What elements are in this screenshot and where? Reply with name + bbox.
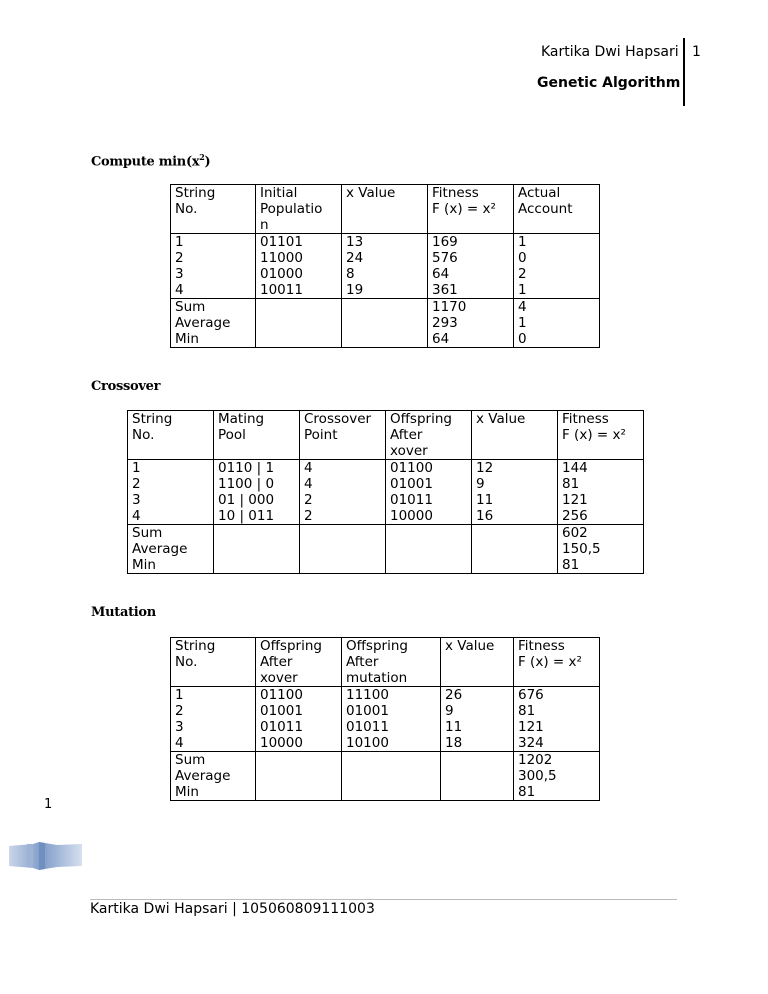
table-cell: 12 9 11 16: [472, 460, 558, 525]
header-line: Account: [518, 201, 573, 217]
table-cell: [256, 299, 342, 348]
section-heading-crossover: Crossover: [91, 379, 161, 394]
table-cell: 0110 | 1 1100 | 0 01 | 000 10 | 011: [214, 460, 300, 525]
table-cell: 01100 01001 01011 10000: [386, 460, 472, 525]
table-cell: 676 81 121 324: [514, 687, 600, 752]
header-title: Genetic Algorithm: [537, 75, 681, 91]
header-line: mutation: [346, 670, 408, 686]
header-line: After: [260, 654, 293, 670]
header-line: No.: [132, 427, 155, 443]
table-cell: 4 4 2 2: [300, 460, 386, 525]
table-cell: 1 0 2 1: [514, 234, 600, 299]
table-header-row: [128, 411, 644, 460]
summary-row: [128, 525, 644, 574]
header-line: Populatio: [260, 201, 323, 217]
table-header-cell: [171, 185, 256, 234]
table-header-cell: [514, 638, 600, 687]
table-header-cell: [428, 185, 514, 234]
table-cell: [342, 752, 441, 801]
table-cell: 169 576 64 361: [428, 234, 514, 299]
mutation-table: [170, 637, 600, 801]
table-cell: 1 2 3 4: [128, 460, 214, 525]
table-header-cell: [472, 411, 558, 460]
section-heading-compute: [91, 152, 210, 169]
table-header-cell: [386, 411, 472, 460]
header-divider: [683, 38, 685, 106]
table-cell: 1202 300,5 81: [514, 752, 600, 801]
table-header-cell: [214, 411, 300, 460]
header-line: x Value: [346, 185, 396, 201]
header-line: String: [175, 638, 216, 654]
footer-text: Kartika Dwi Hapsari | 105060809111003: [90, 901, 375, 917]
table-cell: 602 150,5 81: [558, 525, 644, 574]
compute-table: [170, 184, 600, 348]
summary-row: [171, 299, 600, 348]
heading-text: Compute min(x: [91, 154, 200, 170]
section-heading-mutation: Mutation: [91, 605, 156, 620]
ribbon-logo-icon: [9, 842, 82, 870]
table-row: [171, 234, 600, 299]
table-header-row: [171, 185, 600, 234]
table-header-cell: [171, 638, 256, 687]
table-cell: [441, 752, 514, 801]
table-cell: Sum Average Min: [128, 525, 214, 574]
header-line: String: [132, 411, 173, 427]
table-cell: 1 2 3 4: [171, 234, 256, 299]
table-cell: 26 9 11 18: [441, 687, 514, 752]
crossover-table: [127, 410, 644, 574]
header-line: Crossover: [304, 411, 372, 427]
table-cell: 4 1 0: [514, 299, 600, 348]
header-line: After: [346, 654, 379, 670]
table-cell: [256, 752, 342, 801]
table-header-cell: [342, 185, 428, 234]
table-cell: Sum Average Min: [171, 752, 256, 801]
margin-page-number: 1: [44, 797, 53, 812]
table-cell: [386, 525, 472, 574]
table-row: [171, 687, 600, 752]
header-line: x Value: [445, 638, 495, 654]
table-cell: 13 24 8 19: [342, 234, 428, 299]
table-header-cell: [441, 638, 514, 687]
table-cell: [214, 525, 300, 574]
table-cell: [300, 525, 386, 574]
header-line: Pool: [218, 427, 246, 443]
header-line: F (x) = x²: [518, 654, 582, 670]
table-header-cell: [256, 185, 342, 234]
footer-divider: [90, 899, 677, 900]
header-line: F (x) = x²: [562, 427, 626, 443]
table-header-cell: [128, 411, 214, 460]
table-header-row: [171, 638, 600, 687]
header-line: Point: [304, 427, 338, 443]
table-cell: 01101 11000 01000 10011: [256, 234, 342, 299]
table-cell: 144 81 121 256: [558, 460, 644, 525]
header-line: Offspring: [346, 638, 408, 654]
header-author: Kartika Dwi Hapsari: [541, 44, 679, 60]
header-line: n: [260, 217, 269, 233]
header-line: Mating: [218, 411, 265, 427]
header-line: String: [175, 185, 216, 201]
table-cell: Sum Average Min: [171, 299, 256, 348]
table-cell: 1 2 3 4: [171, 687, 256, 752]
header-line: No.: [175, 654, 198, 670]
header-line: F (x) = x²: [432, 201, 496, 217]
heading-close: ): [204, 154, 211, 170]
table-header-cell: [342, 638, 441, 687]
header-line: Fitness: [518, 638, 565, 654]
table-cell: 11100 01001 01011 10100: [342, 687, 441, 752]
header-line: xover: [390, 443, 428, 459]
table-cell: 01100 01001 01011 10000: [256, 687, 342, 752]
header-line: xover: [260, 670, 298, 686]
header-line: Offspring: [390, 411, 452, 427]
header-line: Fitness: [562, 411, 609, 427]
table-row: [128, 460, 644, 525]
header-line: Initial: [260, 185, 298, 201]
table-header-cell: [256, 638, 342, 687]
table-cell: [472, 525, 558, 574]
header-line: Offspring: [260, 638, 322, 654]
header-page-number: 1: [692, 44, 701, 60]
header-line: Fitness: [432, 185, 479, 201]
table-cell: 1170 293 64: [428, 299, 514, 348]
table-header-cell: [300, 411, 386, 460]
header-line: After: [390, 427, 423, 443]
summary-row: [171, 752, 600, 801]
header-line: No.: [175, 201, 198, 217]
heading-superscript: 2: [199, 152, 205, 162]
table-header-cell: [558, 411, 644, 460]
table-header-cell: [514, 185, 600, 234]
header-line: x Value: [476, 411, 526, 427]
header-line: Actual: [518, 185, 561, 201]
table-cell: [342, 299, 428, 348]
